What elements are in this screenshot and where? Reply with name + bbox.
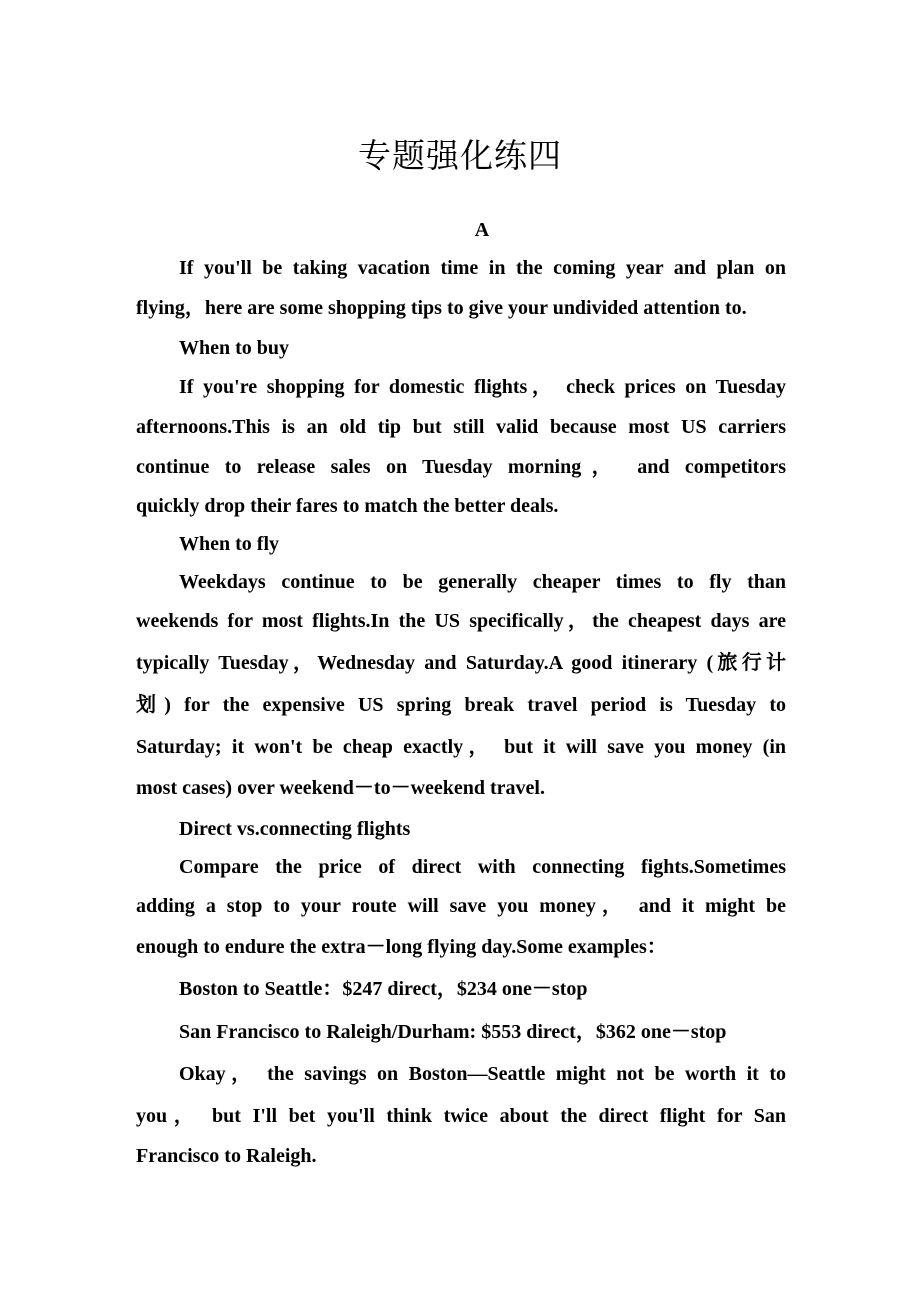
paragraph-line: If you'll be taking vacation time in the coming year and plan on: [179, 257, 786, 279]
subheading-when-to-buy: When to buy: [179, 337, 290, 359]
paragraph-line: flying，here are some shopping tips to give your undivided attention to.: [136, 297, 747, 319]
paragraph-line: If you're shopping for domestic flights， check prices on Tuesday: [179, 376, 786, 398]
paragraph-line: quickly drop their fares to match the better deals.: [136, 495, 559, 517]
example-line: San Francisco to Raleigh/Durham: $553 direct，$362 one－stop: [179, 1021, 727, 1043]
paragraph-line: Compare the price of direct with connecting fights.Sometimes: [179, 856, 786, 878]
paragraph-line: you， but I'll bet you'll think twice about the direct flight for San: [136, 1105, 786, 1127]
example-line: Boston to Seattle：$247 direct，$234 one－stop: [179, 978, 588, 1000]
paragraph-line: Weekdays continue to be generally cheaper times to fly than: [179, 571, 786, 593]
section-label: A: [474, 219, 490, 241]
paragraph-line: continue to release sales on Tuesday morning， and competitors: [136, 456, 786, 478]
paragraph-line: typically Tuesday，Wednesday and Saturday.A good itinerary (旅行计: [136, 652, 786, 674]
subheading-direct-vs-connecting: Direct vs.connecting flights: [179, 818, 411, 840]
paragraph-line: afternoons.This is an old tip but still valid because most US carriers: [136, 416, 786, 438]
subheading-when-to-fly: When to fly: [179, 533, 279, 555]
paragraph-line: enough to endure the extra－long flying day.Some examples：: [136, 936, 667, 958]
paragraph-line: adding a stop to your route will save you money， and it might be: [136, 895, 786, 917]
paragraph-line: Francisco to Raleigh.: [136, 1145, 317, 1167]
paragraph-line: Saturday; it won't be cheap exactly， but it will save you money (in: [136, 736, 786, 758]
page-title: 专题强化练四: [358, 136, 562, 175]
paragraph-line: most cases) over weekend－to－weekend travel.: [136, 777, 545, 799]
paragraph-line: weekends for most flights.In the US specifically，the cheapest days are: [136, 610, 786, 632]
paragraph-line: Okay， the savings on Boston—Seattle might not be worth it to: [179, 1063, 786, 1085]
paragraph-line: 划) for the expensive US spring break travel period is Tuesday to: [136, 694, 786, 716]
